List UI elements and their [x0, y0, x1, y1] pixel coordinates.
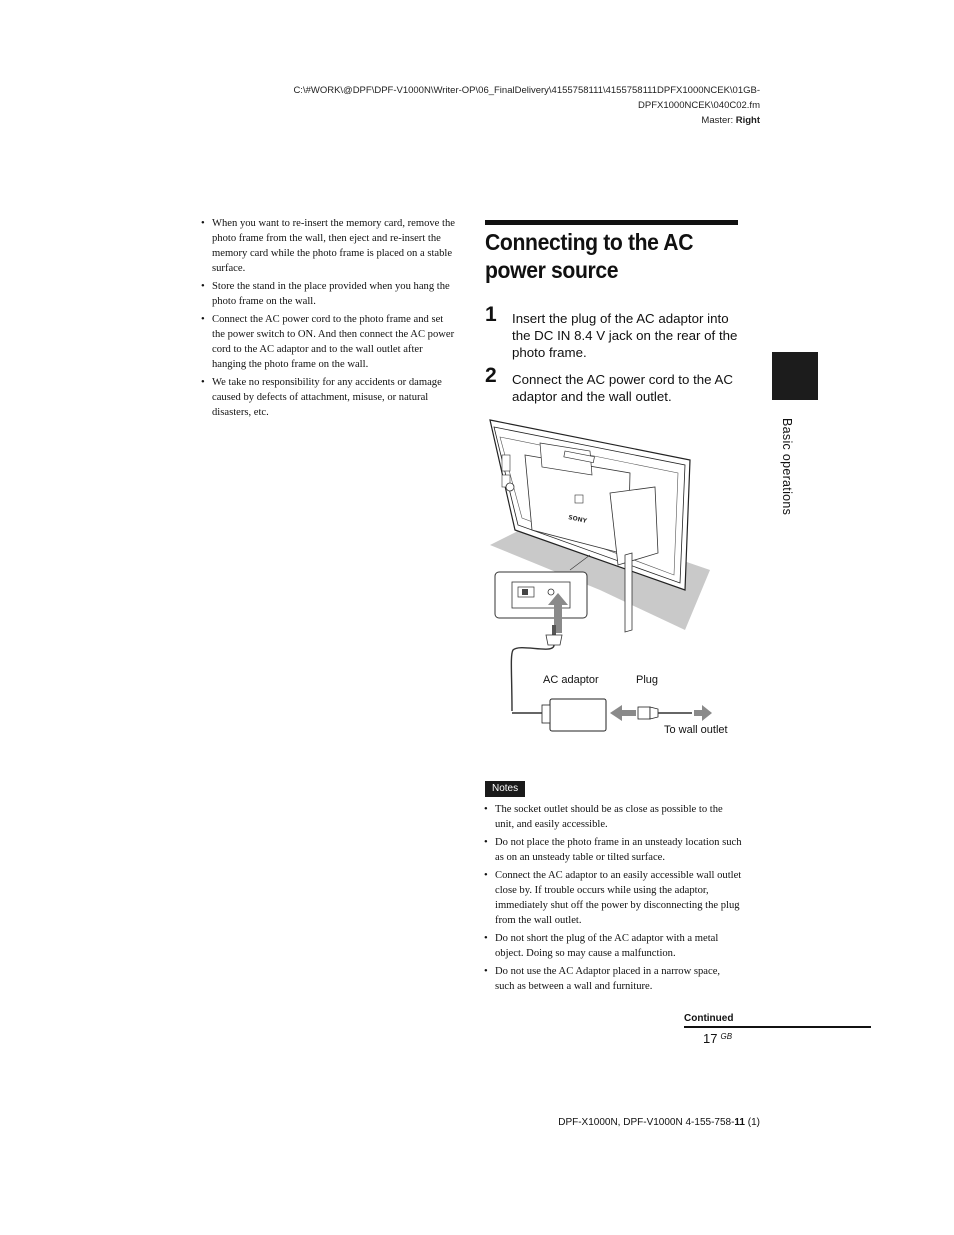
title-rule [485, 220, 738, 225]
section-title [485, 228, 724, 284]
step-text: Connect the AC power cord to the AC adaptor and the wall outlet. [512, 372, 734, 404]
path-line-1: C:\#WORK\@DPF\DPF-V1000N\Writer-OP\06_FinalDelivery\4155758111\4155758111DPFX1000NCEK\01GB- [293, 85, 760, 96]
list-item: • Do not place the photo frame in an unsteady location such as on an unsteady table or tilted surface. [484, 835, 742, 865]
left-bullet-list [201, 216, 457, 423]
master-line [293, 113, 760, 128]
model-text: DPF-X1000N, DPF-V1000N 4-155-758- [558, 1117, 735, 1128]
step-number: 2 [485, 364, 497, 387]
master-value: Right [735, 115, 760, 126]
list-item: • When you want to re-insert the memory card, remove the photo frame from the wall, then eject and re-insert the memory card while the photo frame is placed on a stable surface. [201, 216, 457, 276]
ac-adaptor-label: AC adaptor [543, 674, 599, 686]
list-item: • Connect the AC power cord to the photo frame and set the power switch to ON. And then connect the AC power cord to the AC adaptor and to the wall outlet after hanging the photo frame on the wall. [201, 312, 457, 372]
notes-heading: Notes [485, 781, 525, 797]
ac-adaptor-icon [550, 699, 606, 731]
list-item: • Do not short the plug of the AC adaptor with a metal object. Doing so may cause a malfunction. [484, 931, 742, 961]
section-tab-marker [772, 352, 818, 400]
master-label: Master: [701, 115, 736, 126]
continued-label: Continued [684, 1013, 734, 1024]
dc-jack-icon [548, 589, 554, 595]
plug-label: Plug [636, 674, 659, 686]
connection-diagram [480, 415, 750, 745]
model-footer [558, 1117, 760, 1128]
list-item: • The socket outlet should be as close as possible to the unit, and easily accessible. [484, 802, 742, 832]
list-item: • Connect the AC adaptor to an easily accessible wall outlet close by. If trouble occurs while using the adaptor, immediately shut off the power by disconnecting the plug from the wall outlet. [484, 868, 742, 928]
page-number [703, 1031, 732, 1046]
model-tail: (1) [745, 1117, 760, 1128]
step-number: 1 [485, 303, 497, 326]
section-title-line-2: power source [485, 257, 619, 283]
file-path-header [293, 83, 760, 128]
page-suffix: GB [720, 1032, 733, 1041]
stand-icon [610, 487, 658, 565]
dc-plug-icon [546, 635, 562, 645]
continued-rule [684, 1026, 871, 1028]
power-plug-icon [638, 707, 650, 719]
path-line-2: DPFX1000NCEK\040C02.fm [638, 100, 760, 111]
section-tab-label: Basic operations [780, 418, 794, 516]
step-text: Insert the plug of the AC adaptor into the DC IN 8.4 V jack on the rear of the photo frame. [512, 311, 738, 360]
wall-outlet-label: To wall outlet [664, 724, 728, 736]
list-item: • Store the stand in the place provided when you hang the photo frame on the wall. [201, 279, 457, 309]
brand-logo: SONY [567, 514, 588, 525]
to-wall-arrow-icon [694, 705, 712, 721]
list-item: • We take no responsibility for any accidents or damage caused by defects of attachment, misuse, or natural disasters, etc. [201, 375, 457, 420]
page-number-value: 17 [703, 1031, 718, 1046]
model-bold: 11 [734, 1117, 745, 1128]
section-title-line-1: Connecting to the AC [485, 229, 694, 255]
notes-list [484, 802, 742, 997]
list-item: • Do not use the AC Adaptor placed in a narrow space, such as between a wall and furniture. [484, 964, 742, 994]
plug-in-arrow-icon [610, 705, 636, 721]
